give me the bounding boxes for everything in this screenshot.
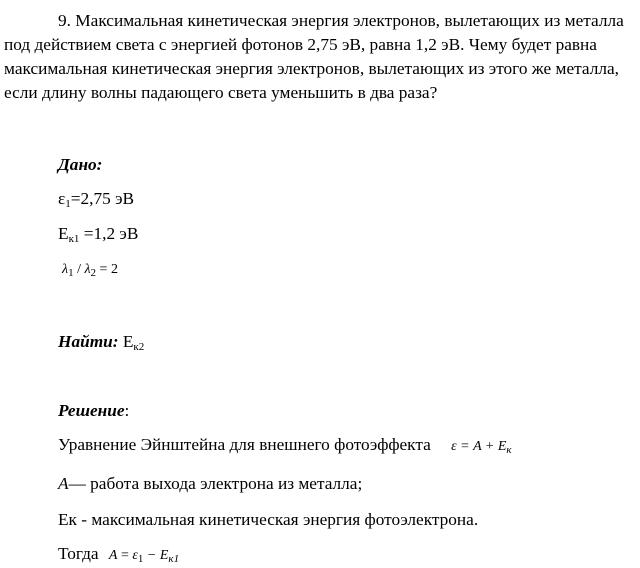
ek-definition-text: Ек - максимальная кинетическая энергия фотоэлектрона. — [58, 510, 479, 529]
lambda2-subscript: 2 — [90, 267, 97, 279]
ratio-slash: / — [73, 262, 85, 277]
formula4-e-sub: к1 — [168, 553, 180, 565]
find-line — [58, 330, 144, 354]
formula4-eps: ε — [132, 548, 138, 563]
solution-line-1 — [58, 433, 512, 459]
work-function-symbol: A — [58, 474, 69, 493]
solution-line-4 — [58, 542, 179, 568]
given-lambda-ratio — [62, 258, 118, 282]
solution-heading: Решение — [58, 401, 125, 420]
ek-symbol: Е — [58, 224, 69, 243]
eps-value: =2,75 эВ — [70, 189, 135, 208]
then-word: Тогда — [58, 544, 99, 563]
work-function-formula — [109, 548, 179, 563]
work-function-text: — работа выхода электрона из металла; — [68, 474, 363, 493]
find-symbol: Е — [122, 332, 134, 351]
formula4-minus: − E — [143, 548, 169, 563]
eps-symbol: ε — [58, 189, 66, 208]
formula-sub: к — [506, 444, 512, 456]
ratio-equals: = 2 — [96, 262, 118, 277]
lambda1-subscript: 1 — [68, 267, 74, 279]
lambda2-symbol: λ — [84, 262, 91, 277]
given-eps1 — [58, 187, 134, 211]
eps-subscript: 1 — [65, 198, 71, 210]
find-heading: Найти: — [58, 332, 119, 351]
solution-colon: : — [124, 401, 130, 420]
lambda1-symbol: λ — [62, 262, 69, 277]
given-ek1 — [58, 222, 138, 246]
ek-value: =1,2 эВ — [79, 224, 139, 243]
formula-eps: ε — [451, 439, 457, 454]
solution-line-2 — [58, 472, 362, 496]
formula4-eq: = — [117, 548, 133, 563]
formula4-eps-sub: 1 — [137, 553, 144, 565]
given-heading: Дано: — [58, 155, 103, 174]
solution-heading-line — [58, 399, 129, 423]
formula-mid: = A + E — [456, 439, 507, 454]
einstein-equation-formula — [451, 439, 511, 454]
einstein-equation-text: Уравнение Эйнштейна для внешнего фотоэффекта — [58, 435, 431, 454]
find-subscript: к2 — [133, 341, 145, 353]
formula4-A: A — [108, 548, 118, 563]
ek-subscript: к1 — [68, 233, 80, 245]
problem-statement: 9. Максимальная кинетическая энергия электронов, вылетающих из металла под действием света с энергией фотонов 2,75 эВ, равна 1,2 эВ. Чему будет равна максимальная кинетическая энергия электронов, вылетающих из этого же металла, если длину волны падающего света уменьшить в два раза? — [4, 11, 624, 102]
solution-line-3 — [58, 508, 478, 532]
